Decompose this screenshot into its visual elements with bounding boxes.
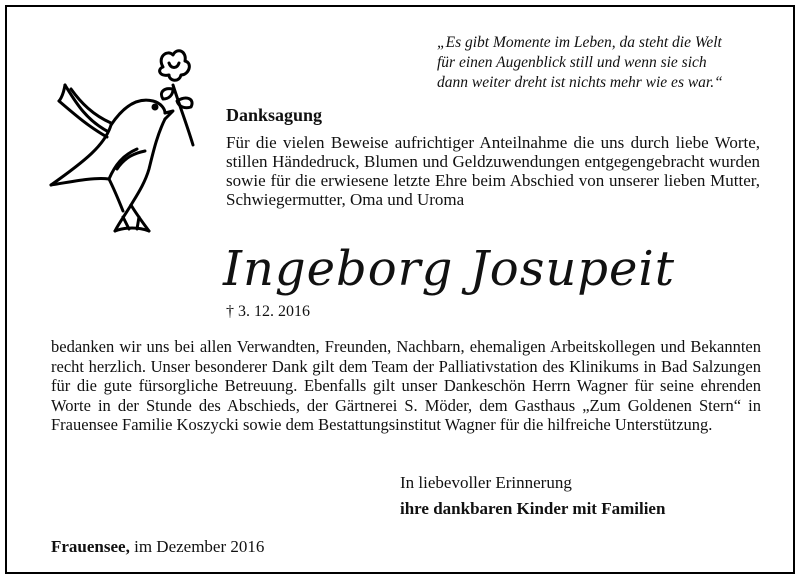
place-name: Frauensee, (51, 537, 130, 556)
signature-line: ihre dankbaren Kinder mit Familien (400, 499, 666, 518)
intro-paragraph: Für die vielen Beweise aufrichtiger Anteilnahme die uns durch liebe Worte, stillen Händedruck, Blumen und Geldzuwendungen entgegengebracht wurden sowie für die erwiesene letzte Ehre beim Abschied von unserer lieben Mutter, Schwiegermutter, Oma und Uroma (226, 133, 760, 209)
thanks-paragraph: bedanken wir uns bei allen Verwandten, Freunden, Nachbarn, ehemaligen Arbeitskollegen und Bekannten recht herzlich. Unser besonderer Dank gilt dem Team der Palliativstation des Klinikums in Bad Salzungen für die gute fürsorgliche Betreuung. Ebenfalls gilt unser Dankeschön Herrn Wagner für seine ehrenden Worte in der Stunde des Abschieds, der Gärtnerei S. Möder, dem Gasthaus „Zum Goldenen Stern“ in Frauensee Familie Koszycki sowie dem Bestattungsinstitut Wagner für die hilfreiche Unterstützung. (51, 337, 761, 434)
place-date-line (51, 537, 264, 557)
deceased-name: Ingeborg Josupeit (223, 241, 676, 297)
closing-line: In liebevoller Erinnerung (400, 473, 572, 492)
heading-danksagung: Danksagung (226, 105, 323, 125)
dove-with-rose-icon (45, 45, 205, 235)
death-date: † 3. 12. 2016 (226, 303, 310, 320)
quote-line-1: „Es gibt Momente im Leben, da steht die Welt (437, 34, 722, 51)
quote-block (437, 33, 777, 93)
obituary-card (5, 5, 795, 574)
quote-line-2: für einen Augenblick still und wenn sie sich (437, 54, 707, 71)
quote-line-3: dann weiter dreht ist nichts mehr wie es war.“ (437, 74, 723, 91)
date-text: im Dezember 2016 (134, 537, 265, 556)
